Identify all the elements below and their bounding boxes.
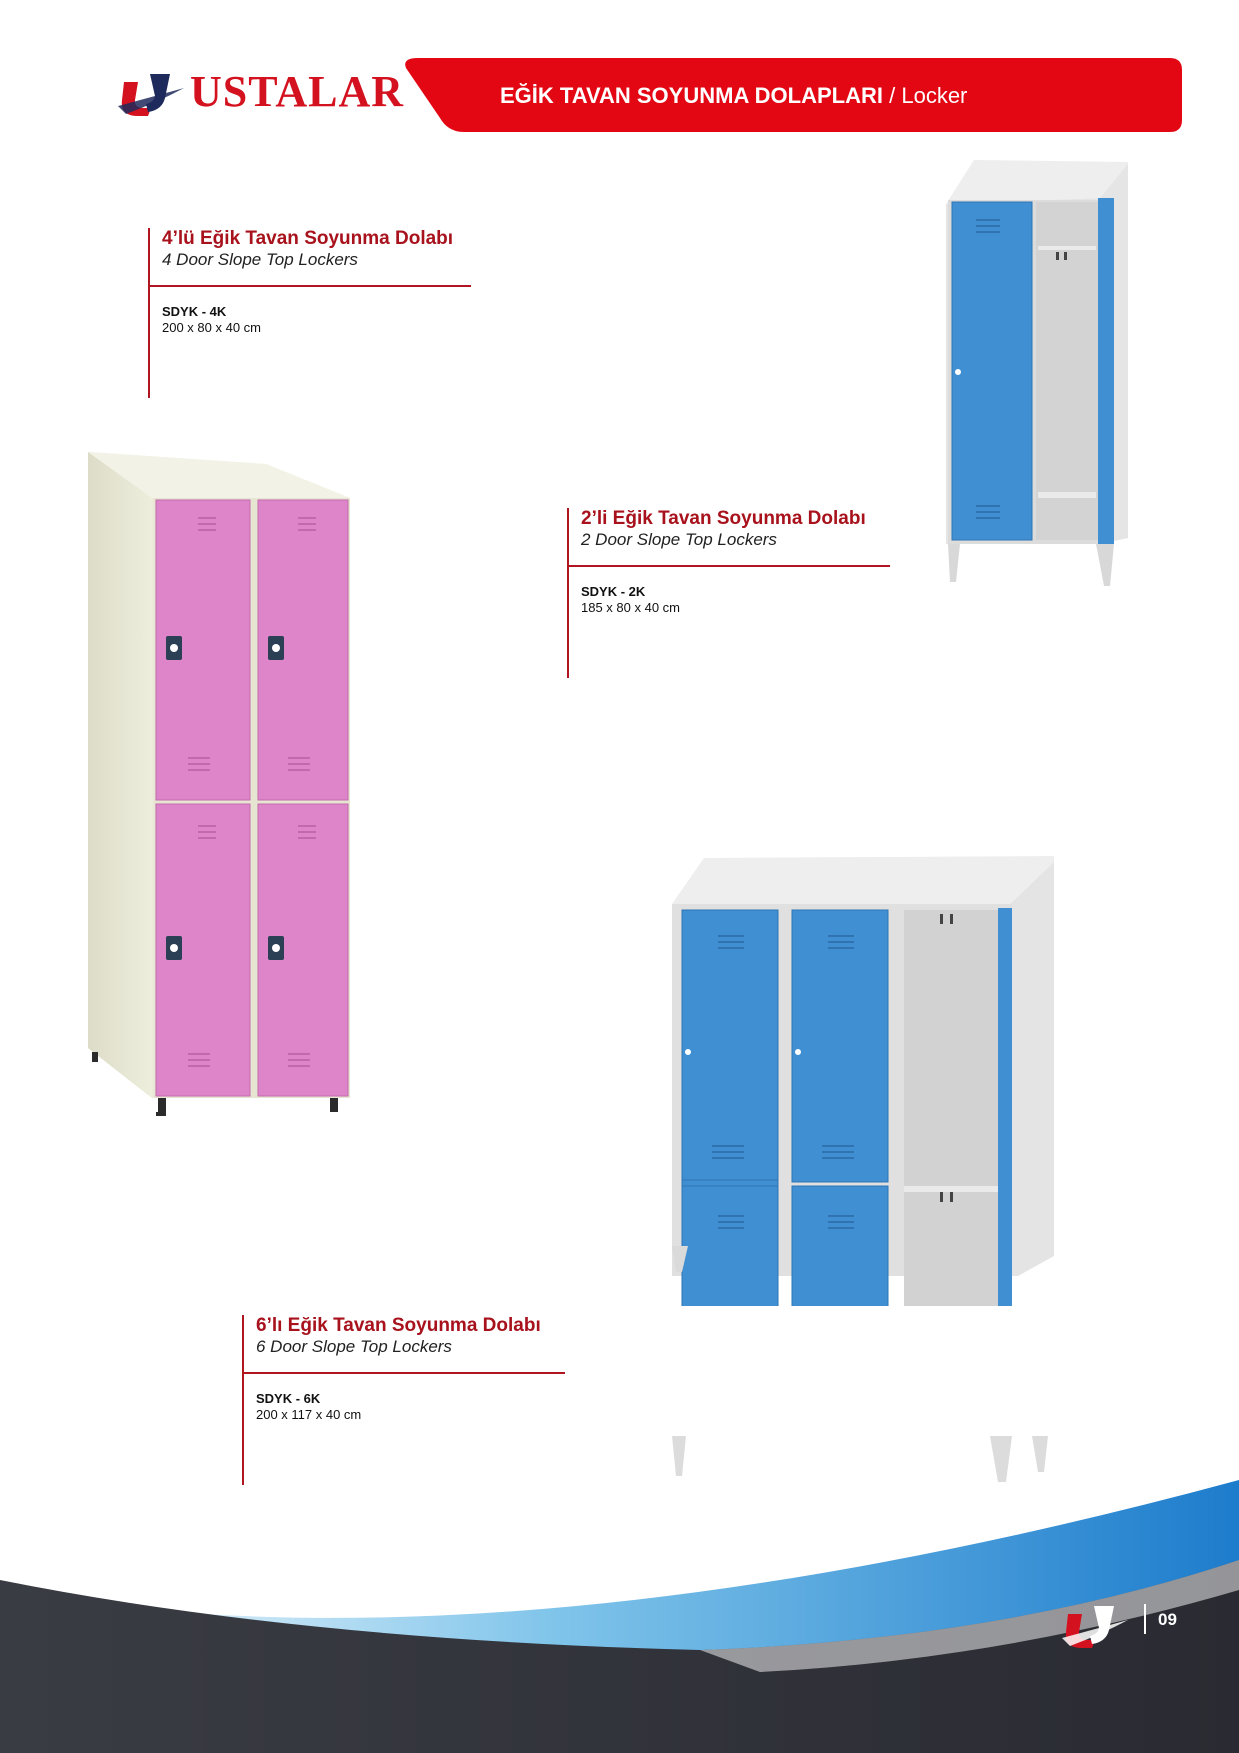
- product-2-door: [567, 508, 892, 678]
- product-divider: [148, 285, 471, 287]
- header-banner: [404, 58, 1182, 132]
- locker-6-door-image: [668, 856, 1056, 1306]
- product-dimensions: 185 x 80 x 40 cm: [581, 600, 680, 615]
- product-code: SDYK - 2K: [581, 584, 646, 599]
- locker-2-door-image: [944, 158, 1134, 590]
- page-title: [500, 82, 967, 110]
- product-title: 6’lı Eğik Tavan Soyunma Dolabı: [256, 1315, 541, 1336]
- product-subtitle: 6 Door Slope Top Lockers: [256, 1337, 452, 1356]
- product-dimensions: 200 x 117 x 40 cm: [256, 1407, 362, 1422]
- product-subtitle: 4 Door Slope Top Lockers: [162, 250, 358, 269]
- product-divider: [567, 565, 890, 567]
- product-code: SDYK - 4K: [162, 304, 227, 319]
- product-title: 2’li Eğik Tavan Soyunma Dolabı: [581, 508, 866, 529]
- product-accent-bar: [567, 508, 569, 678]
- brand-name: USTALAR: [190, 67, 405, 116]
- product-subtitle: 2 Door Slope Top Lockers: [581, 530, 777, 549]
- page-title-separator: /: [889, 83, 896, 108]
- product-accent-bar: [148, 228, 150, 398]
- product-code: SDYK - 6K: [256, 1391, 321, 1406]
- page-title-sub: Locker: [901, 83, 968, 108]
- product-divider: [242, 1372, 565, 1374]
- page-title-main: EĞİK TAVAN SOYUNMA DOLAPLARI: [500, 83, 883, 108]
- product-title: 4’lü Eğik Tavan Soyunma Dolabı: [162, 228, 454, 249]
- locker-4-door-image: [86, 448, 362, 1154]
- footer-separator: [1144, 1604, 1146, 1634]
- locker-open-compartment: [904, 910, 998, 1306]
- locker-door-open: [1098, 198, 1114, 544]
- footer-wave: [0, 1440, 1239, 1753]
- brand-logo: [118, 64, 408, 124]
- product-4-door: [148, 228, 473, 398]
- locker-door-left: [952, 202, 1032, 540]
- footer-logo-icon: [1062, 1600, 1146, 1660]
- locker-door-open: [998, 908, 1012, 1306]
- ustalar-logo-icon: [118, 68, 188, 124]
- product-dimensions: 200 x 80 x 40 cm: [162, 320, 261, 335]
- page-number: 09: [1158, 1610, 1177, 1629]
